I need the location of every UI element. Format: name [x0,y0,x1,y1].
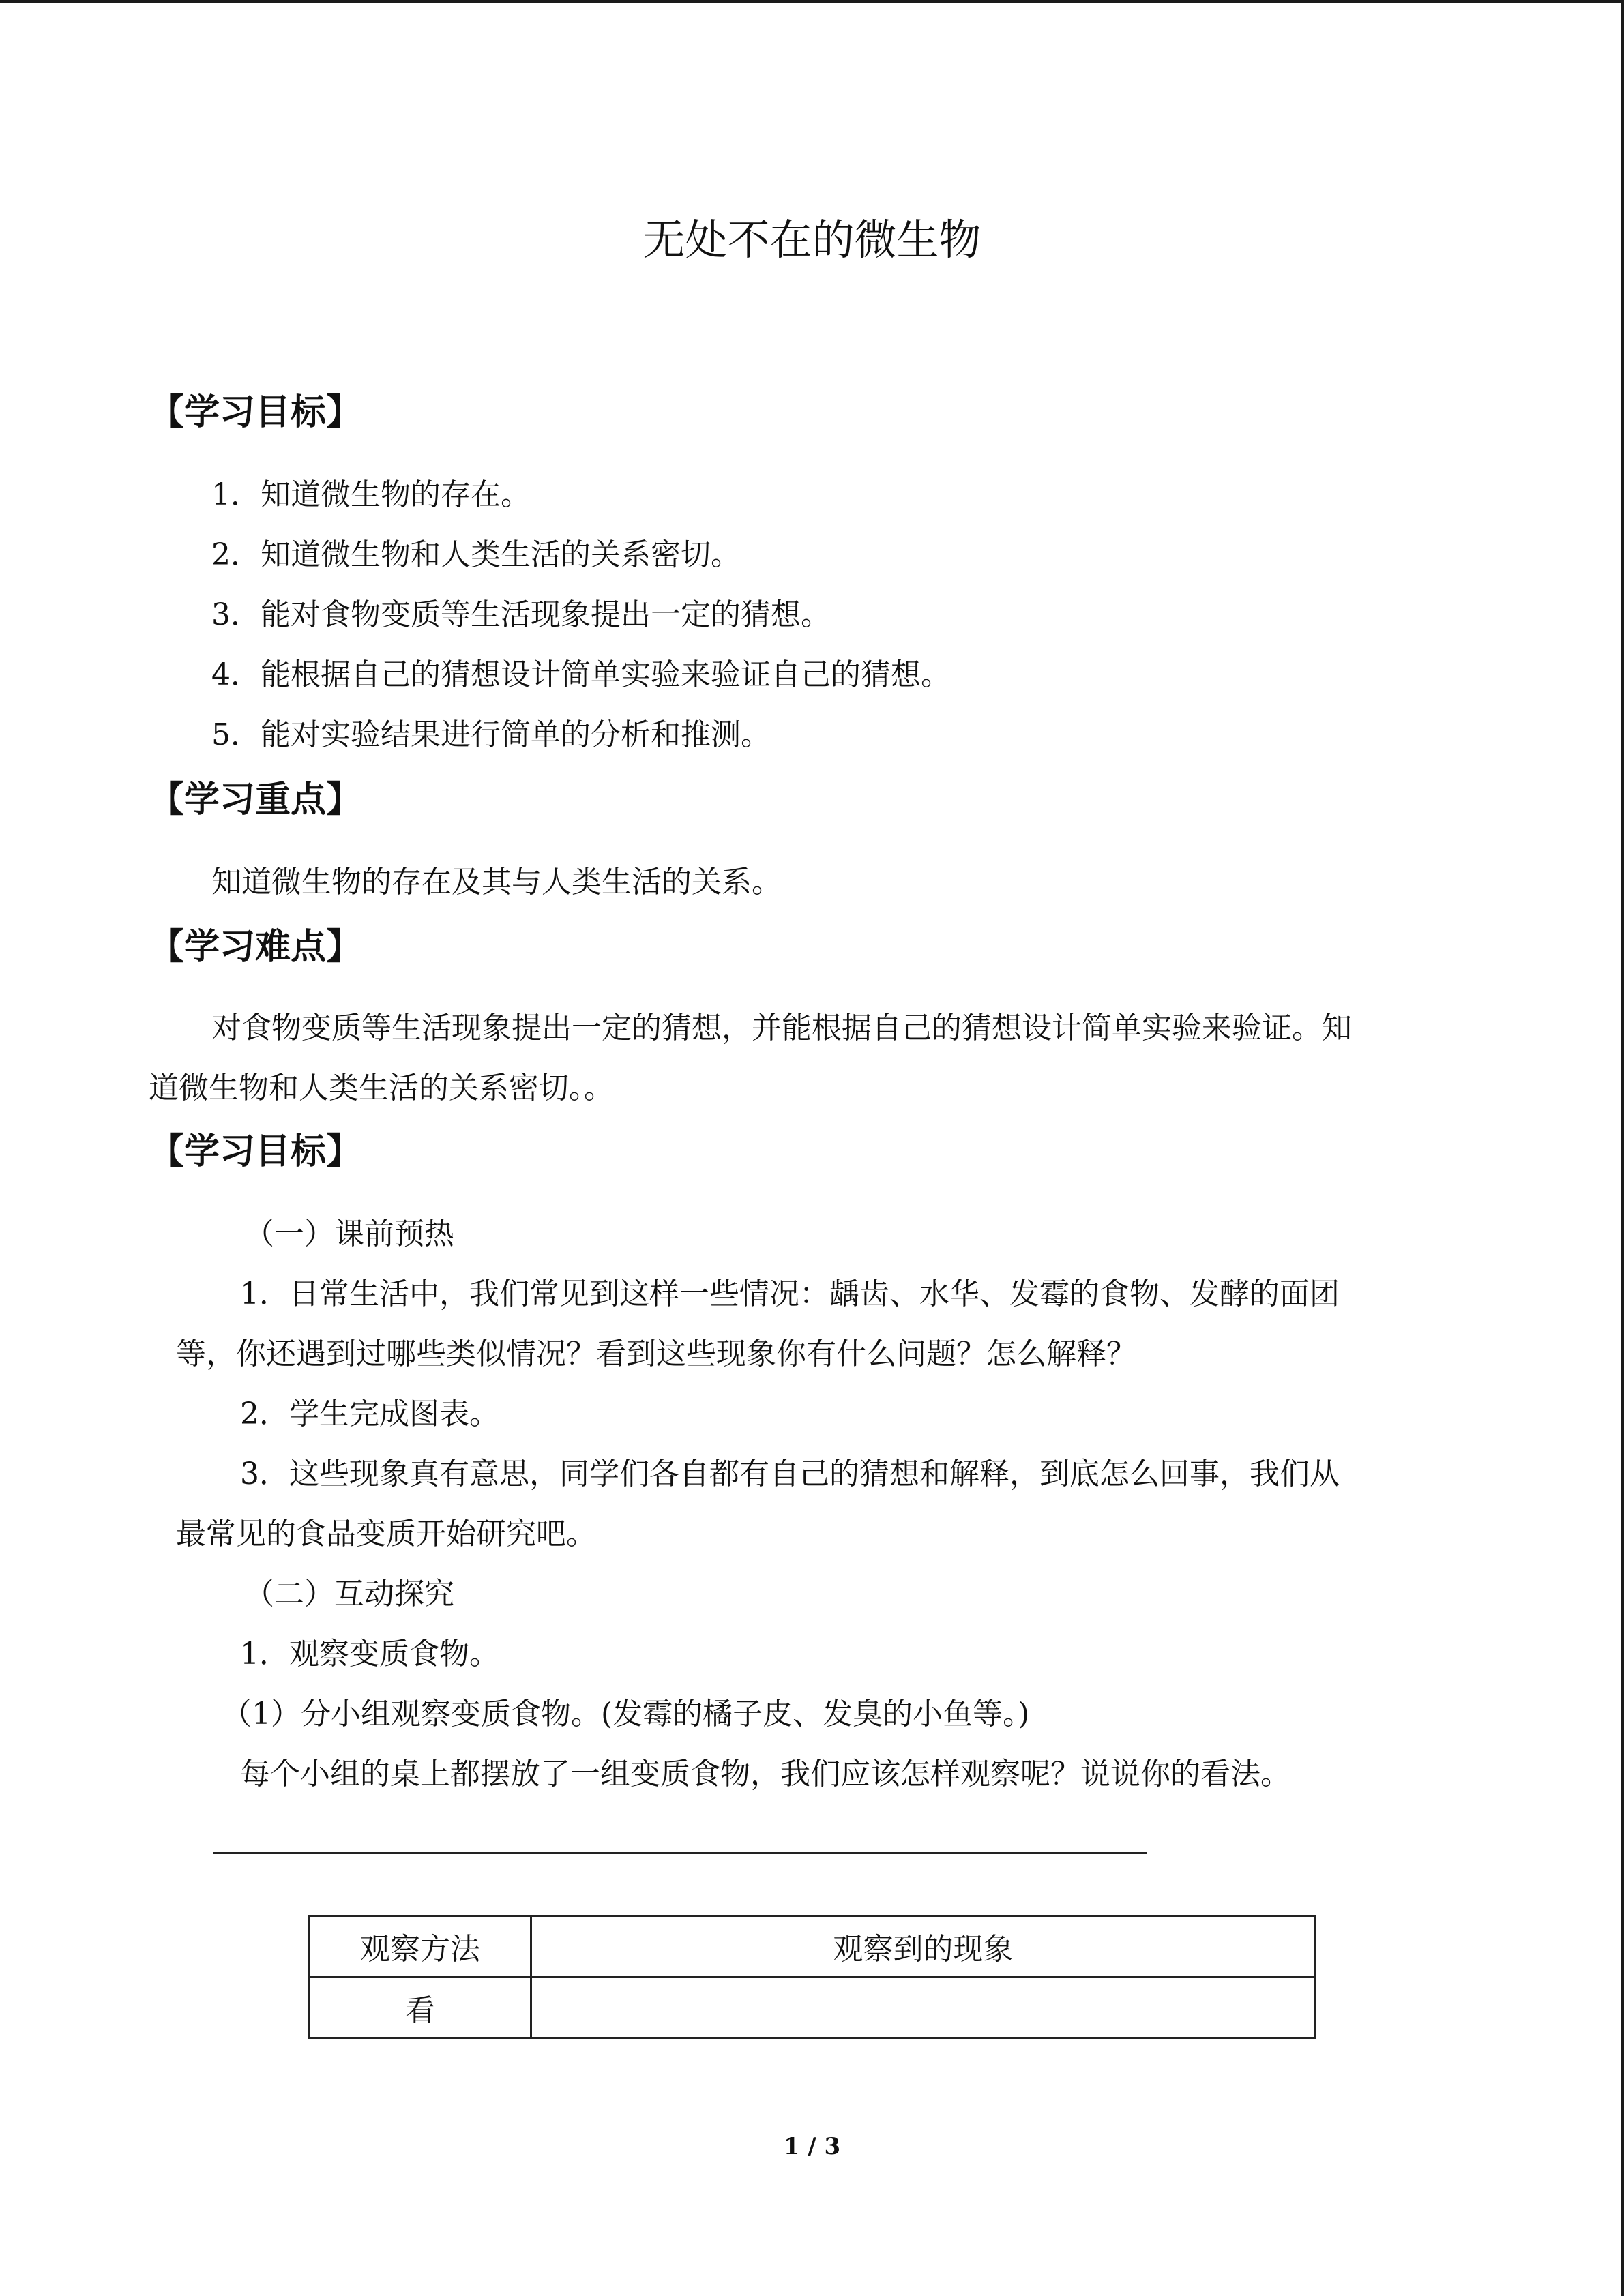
preview-item1-line1: 1．日常生活中，我们常见到这样一些情况：龋齿、水华、发霉的食物、发酵的面团 [240,1277,1340,1311]
process-heading: 【学习目标】 [149,1131,362,1172]
objective-item: 5．能对实验结果进行简单的分析和推测。 [211,717,771,752]
objective-item: 1．知道微生物的存在。 [211,477,531,512]
table-row [310,1977,1316,2038]
table-cell-method: 看 [310,1977,531,2038]
preview-item3-line1: 3．这些现象真有意思，同学们各自都有自己的猜想和解释，到底怎么回事，我们从 [240,1457,1340,1491]
preview-item3-line2: 最常见的食品变质开始研究吧。 [176,1517,596,1551]
explore-sub1: （1）分小组观察变质食物。(发霉的橘子皮、发臭的小鱼等。) [222,1697,1030,1731]
objectives-heading: 【学习目标】 [149,392,362,433]
preview-item1-line2: 等，你还遇到过哪些类似情况？看到这些现象你有什么问题？怎么解释？ [176,1337,1136,1371]
answer-underline [213,1852,1147,1854]
difficulties-heading: 【学习难点】 [149,927,362,968]
preview-item2: 2．学生完成图表。 [240,1397,499,1431]
difficulties-text-line2: 道微生物和人类生活的关系密切。。 [149,1071,614,1105]
table-header-method: 观察方法 [310,1916,531,1978]
objective-item: 2．知道微生物和人类生活的关系密切。 [211,537,741,572]
page-title: 无处不在的微生物 [643,215,981,265]
difficulties-text-line1: 对食物变质等生活现象提出一定的猜想，并能根据自己的猜想设计简单实验来验证。知 [211,1011,1352,1045]
observation-table [308,1915,1316,2039]
objective-item: 3．能对食物变质等生活现象提出一定的猜想。 [211,597,831,632]
key-points-heading: 【学习重点】 [149,779,362,820]
preview-heading: （一）课前预热 [244,1217,454,1251]
page-number: 1 / 3 [783,2133,841,2160]
page-border-top [0,0,1624,3]
table-cell-phenomenon[interactable] [531,1977,1316,2038]
key-points-text: 知道微生物的存在及其与人类生活的关系。 [211,865,782,899]
objective-item: 4．能根据自己的猜想设计简单实验来验证自己的猜想。 [211,657,951,692]
page-border-right [1621,0,1624,2296]
explore-question: 每个小组的桌上都摆放了一组变质食物，我们应该怎样观察呢？说说你的看法。 [240,1757,1290,1791]
explore-heading: （二）互动探究 [244,1577,454,1611]
table-header-row [310,1916,1316,1978]
table-header-phenomenon: 观察到的现象 [531,1916,1316,1978]
explore-item1: 1．观察变质食物。 [240,1637,499,1671]
